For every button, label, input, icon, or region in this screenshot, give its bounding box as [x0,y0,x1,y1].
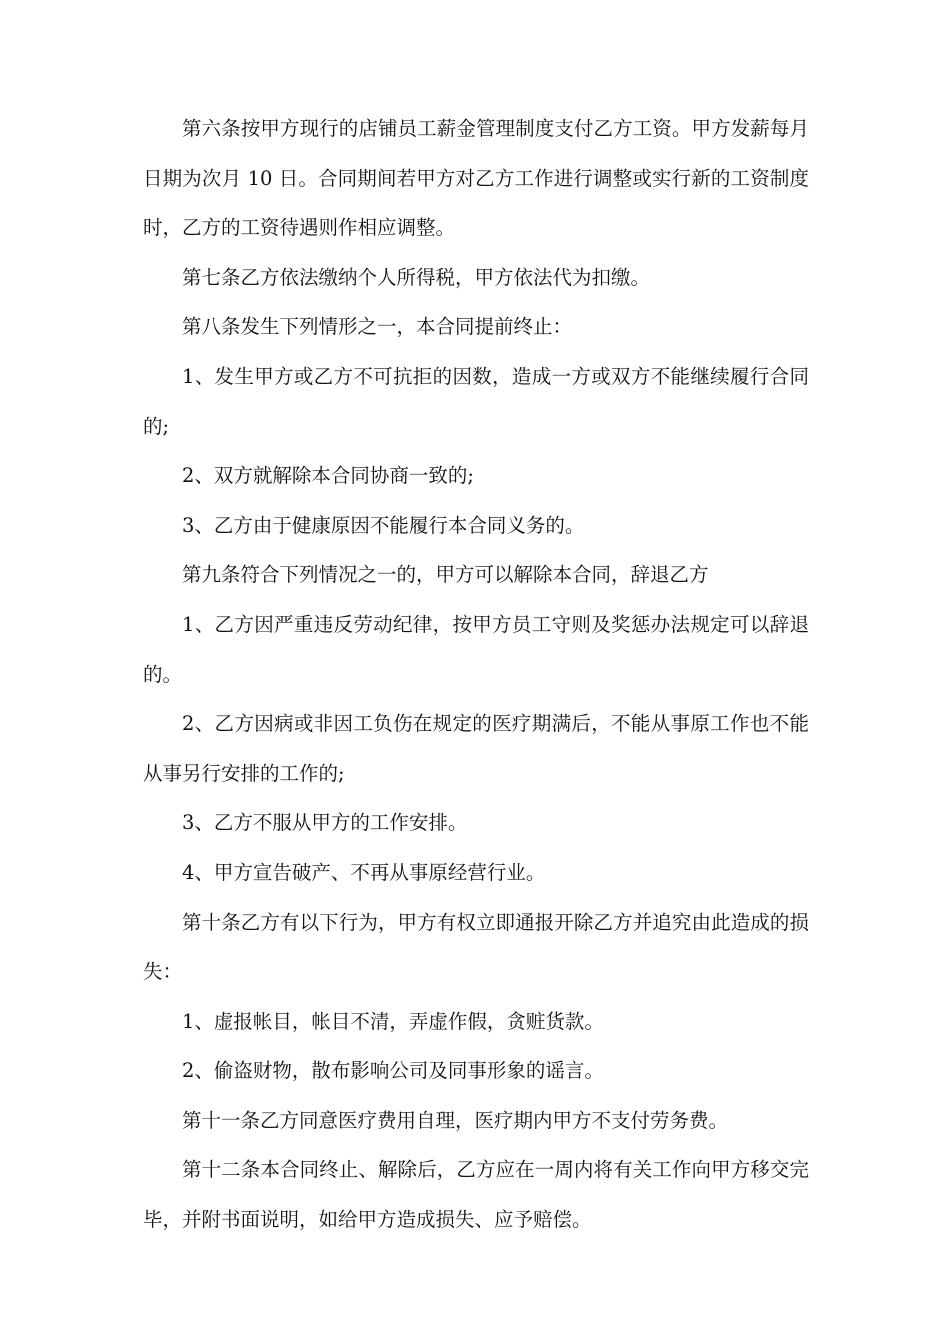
paragraph-article-9: 第九条符合下列情况之一的，甲方可以解除本合同，辞退乙方 [182,563,709,587]
paragraph-article-9-item-3: 3、乙方不服从甲方的工作安排。 [182,811,468,835]
paragraph-article-7: 第七条乙方依法缴纳个人所得税，甲方依法代为扣缴。 [182,265,651,289]
paragraph-article-8: 第八条发生下列情形之一，本合同提前终止： [182,315,573,339]
paragraph-article-9-item-1: 1、乙方因严重违反劳动纪律，按甲方员工守则及奖惩办法规定可以辞退的。 [143,612,809,686]
paragraph-article-12: 第十二条本合同终止、解除后，乙方应在一周内将有关工作向甲方移交完毕，并附书面说明，如给甲方造成损失、应予赔偿。 [143,1158,809,1232]
paragraph-article-9-item-4: 4、甲方宣告破产、不再从事原经营行业。 [182,860,546,884]
paragraph-article-10-item-2: 2、偷盗财物，散布影响公司及同事形象的谣言。 [182,1059,604,1083]
paragraph-article-9-item-2: 2、乙方因病或非因工负伤在规定的医疗期满后，不能从事原工作也不能从事另行安排的工作的; [143,712,809,785]
paragraph-article-8-item-1: 1、发生甲方或乙方不可抗拒的因数，造成一方或双方不能继续履行合同的; [143,364,809,438]
paragraph-article-11: 第十一条乙方同意医疗费用自理，医疗期内甲方不支付劳务费。 [182,1108,729,1132]
paragraph-article-10: 第十条乙方有以下行为，甲方有权立即通报开除乙方并追究由此造成的损失： [143,910,809,984]
paragraph-article-6: 第六条按甲方现行的店铺员工薪金管理制度支付乙方工资。甲方发薪每月日期为次月 10 日。合同期间若甲方对乙方工作进行调整或实行新的工资制度时，乙方的工资待遇则作相应调整。 [143,117,809,240]
document-body [143,104,809,1245]
paragraph-article-8-item-2: 2、双方就解除本合同协商一致的; [182,464,474,488]
paragraph-article-10-item-1: 1、虚报帐目，帐目不清，弄虚作假，贪赃货款。 [182,1009,604,1033]
paragraph-article-8-item-3: 3、乙方由于健康原因不能履行本合同义务的。 [182,513,585,537]
